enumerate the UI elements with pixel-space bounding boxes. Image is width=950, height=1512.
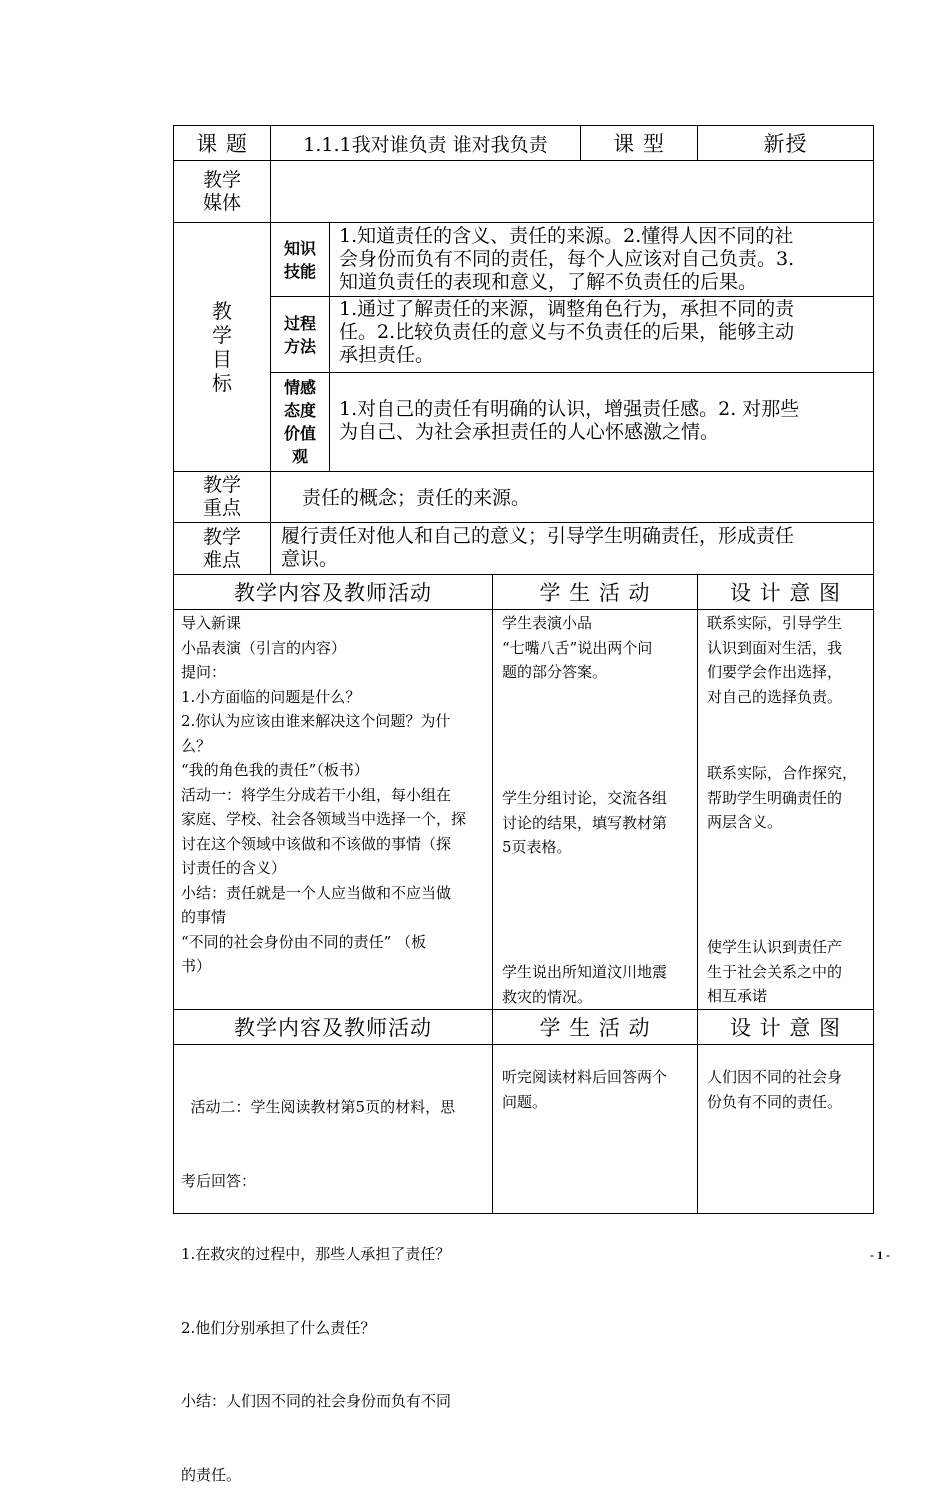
key-point-label: 教学 重点 bbox=[202, 474, 241, 519]
key-point-value: 责任的概念；责任的来源。 bbox=[302, 487, 531, 509]
process-label: 过程 方法 bbox=[283, 313, 316, 356]
section1-student-block-1: 学生表演小品 “七嘴八舌”说出两个问 题的部分答案。 bbox=[502, 614, 653, 681]
media-value bbox=[271, 161, 873, 222]
design-column-header: 设 计 意 图 bbox=[729, 581, 842, 605]
knowledge-text: 1.知道责任的含义、责任的来源。2.懂得人因不同的社 会身份而负有不同的责任，每个人应该对自己负责。3. 知道负责任的表现和意义，了解不负责任的后果。 bbox=[339, 225, 795, 293]
section1-design-block-1: 联系实际，引导学生 认识到面对生活，我 们要学会作出选择， 对自己的选择负责。 bbox=[707, 614, 843, 706]
design-column-header-2: 设 计 意 图 bbox=[729, 1016, 842, 1040]
section1-design-block-3: 使学生认识到责任产 生于社会关系之中的 相互承诺 bbox=[707, 938, 843, 1005]
section2-teacher-text: 活动二：学生阅读教材第5页的材料，思 考后回答： 1.在救灾的过程中，那些人承担了责任？ 2.他们分别承担了什么责任？ 小结：人们因不同的社会身份而负有不同 的责任。 bbox=[181, 1098, 456, 1484]
difficulty-value: 履行责任对他人和自己的意义；引导学生明确责任，形成责任 意识。 bbox=[281, 525, 795, 570]
difficulty-label: 教学 难点 bbox=[202, 525, 241, 571]
student-column-header: 学 生 活 动 bbox=[539, 581, 651, 605]
type-label: 课 型 bbox=[613, 132, 665, 156]
student-column-header-2: 学 生 活 动 bbox=[539, 1016, 651, 1040]
topic-label: 课 题 bbox=[196, 132, 248, 156]
teacher-column-header-2: 教学内容及教师活动 bbox=[234, 1016, 432, 1040]
process-text: 1.通过了解责任的来源，调整角色行为，承担不同的责 任。2.比较负责任的意义与不负责任的后果，能够主动 承担责任。 bbox=[339, 298, 795, 366]
emotion-text: 1.对自己的责任有明确的认识，增强责任感。2. 对那些 为自己、为社会承担责任的人心怀感激之情。 bbox=[339, 398, 800, 443]
knowledge-label: 知识 技能 bbox=[283, 238, 316, 281]
media-label: 教学 媒体 bbox=[202, 168, 241, 214]
section2-student-text: 听完阅读材料后回答两个 问题。 bbox=[502, 1068, 668, 1111]
page-number: - 1 - bbox=[870, 1248, 890, 1262]
topic-value: 1.1.1我对谁负责 谁对我负责 bbox=[303, 133, 548, 156]
section1-teacher-text: 导入新课 小品表演（引言的内容） 提问： 1.小方面临的问题是什么？ 2.你认为应该由谁来解决这个问题？为什 么？ “我的角色我的责任”（板书） 活动一：将学生分成若干小组，每小组在 家庭、学校、社会各领域当中选择一个，探 讨在这个领域中该做和不该做的事情（探 讨责任的含义） 小结：责任就是一个人应当做和不应当做 的事情 “不同的社会身份由不同的责任” （板 书） bbox=[181, 614, 467, 975]
section2-design-text: 人们因不同的社会身 份负有不同的责任。 bbox=[707, 1068, 843, 1111]
emotion-label: 情感 态度 价值 观 bbox=[283, 378, 316, 466]
section1-student-block-2: 学生分组讨论，交流各组 讨论的结果，填写教材第 5页表格。 bbox=[502, 789, 668, 856]
type-value: 新授 bbox=[763, 132, 808, 156]
section1-design-block-2: 联系实际，合作探究， 帮助学生明确责任的 两层含义。 bbox=[707, 764, 858, 831]
teacher-column-header: 教学内容及教师活动 bbox=[234, 581, 432, 605]
section1-student-block-3: 学生说出所知道汶川地震 救灾的情况。 bbox=[502, 963, 668, 1006]
goals-label: 教 学 目 标 bbox=[212, 299, 232, 395]
